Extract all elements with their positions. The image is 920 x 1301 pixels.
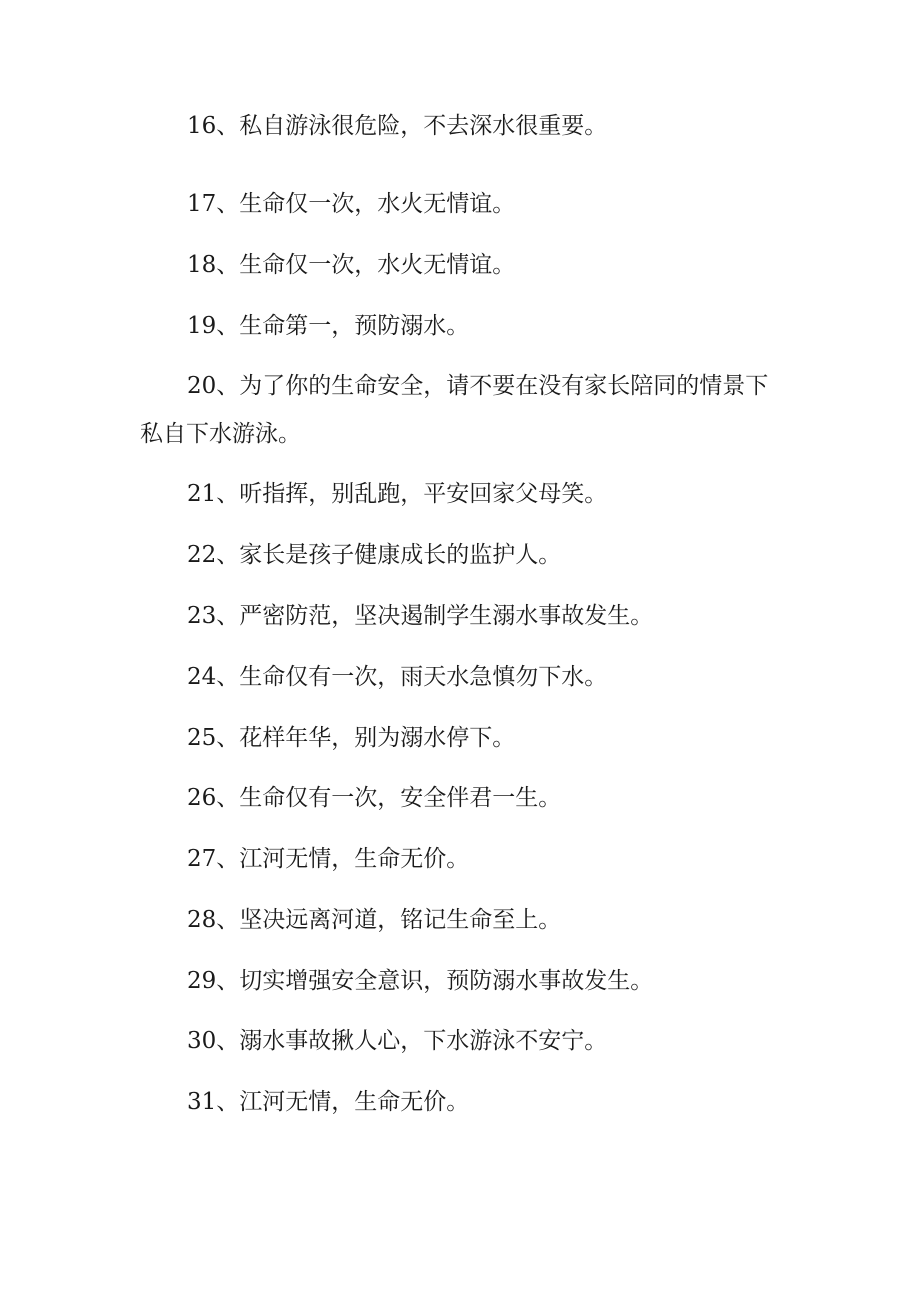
list-item: 29、切实增强安全意识，预防溺水事故发生。: [187, 968, 654, 994]
list-item: 17、生命仅一次，水火无情谊。: [187, 191, 516, 217]
list-item: 23、严密防范，坚决遏制学生溺水事故发生。: [187, 603, 654, 629]
list-item: 22、家长是孩子健康成长的监护人。: [187, 542, 562, 568]
list-item: 30、溺水事故揪人心，下水游泳不安宁。: [187, 1028, 608, 1054]
list-item: 16、私自游泳很危险，不去深水很重要。: [187, 113, 608, 139]
list-item: 20、为了你的生命安全，请不要在没有家长陪同的情景下私自下水游泳。: [140, 373, 769, 447]
list-item: 25、花样年华，别为溺水停下。: [187, 725, 516, 751]
list-item: 28、坚决远离河道，铭记生命至上。: [187, 907, 562, 933]
list-item: 27、江河无情，生命无价。: [187, 846, 470, 872]
list-item: 24、生命仅有一次，雨天水急慎勿下水。: [187, 664, 608, 690]
list-item: 18、生命仅一次，水火无情谊。: [187, 252, 516, 278]
list-item: 31、江河无情，生命无价。: [187, 1089, 470, 1115]
list-item: 21、听指挥，别乱跑，平安回家父母笑。: [187, 481, 608, 507]
list-item: 26、生命仅有一次，安全伴君一生。: [187, 785, 562, 811]
list-item: 19、生命第一，预防溺水。: [187, 313, 470, 339]
